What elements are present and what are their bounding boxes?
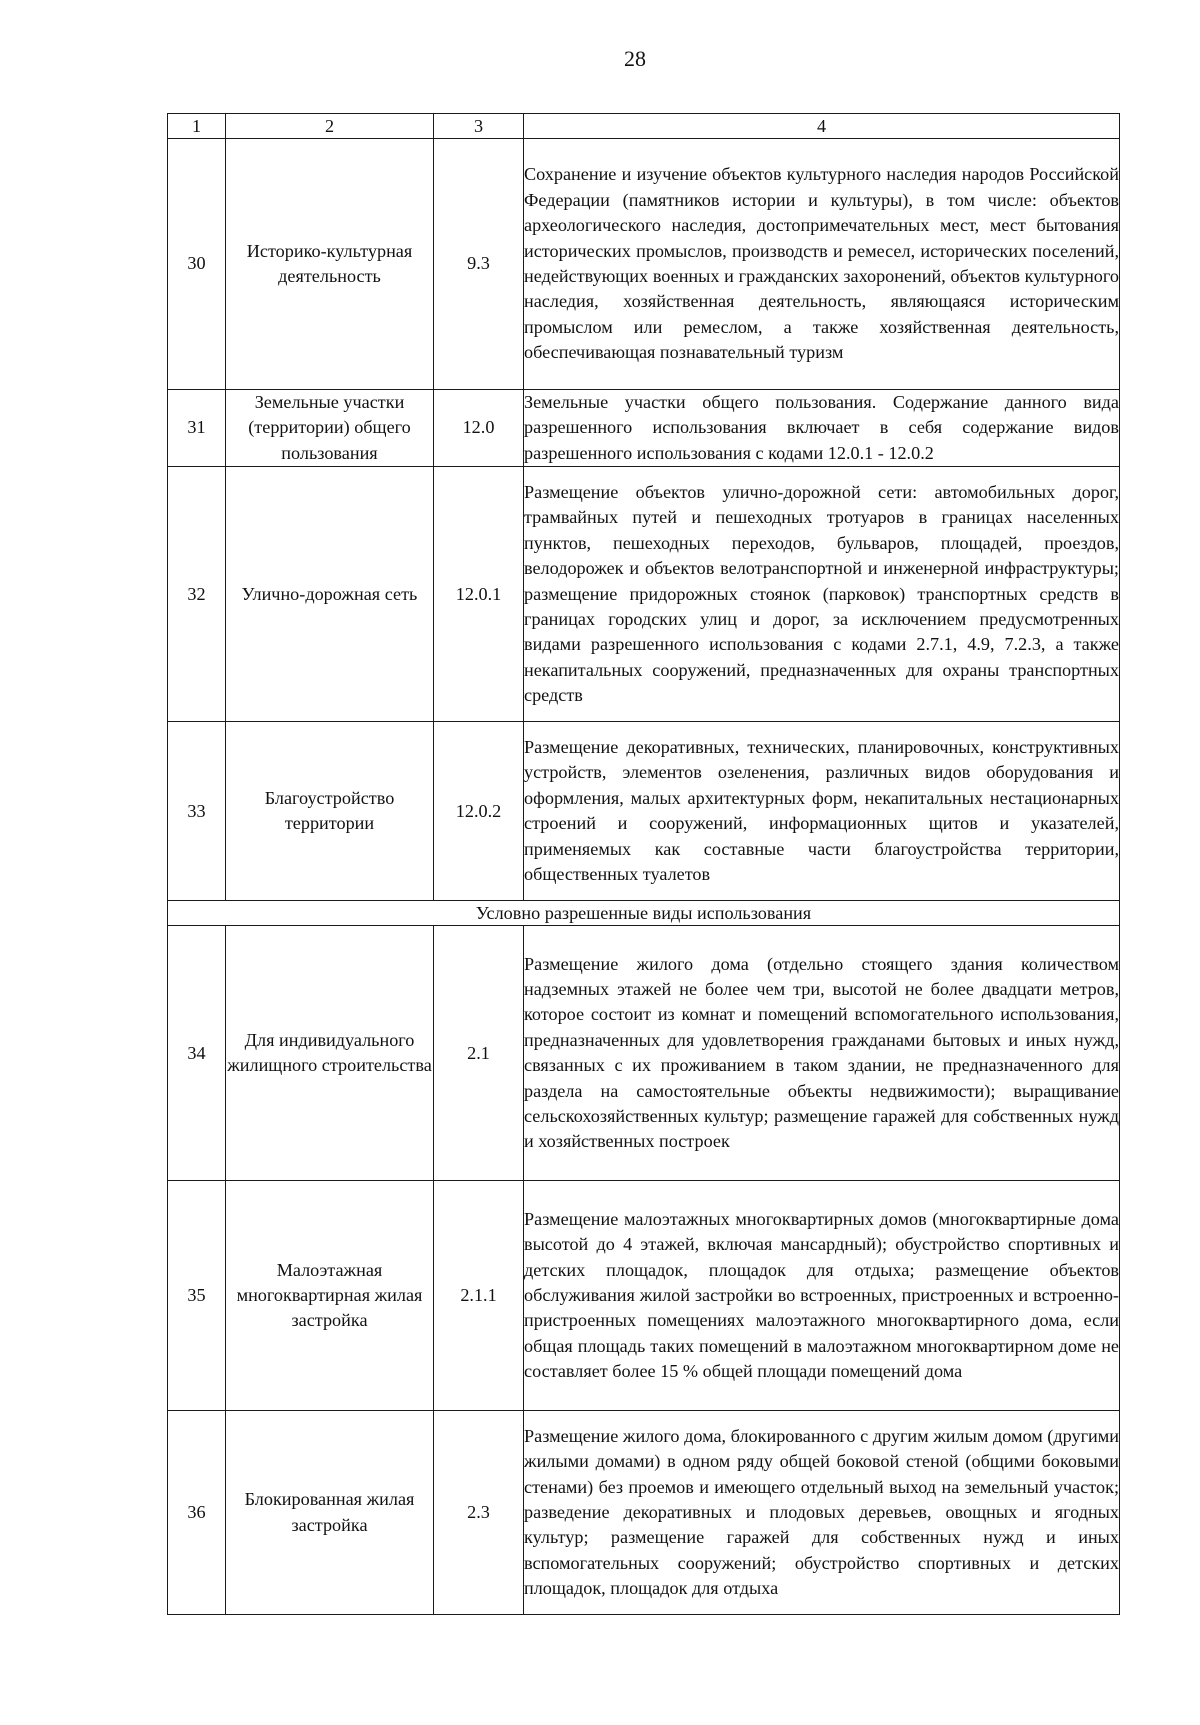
- use-type-name: Земельные участки (территории) общего пользования: [226, 390, 434, 467]
- section-title: Условно разрешенные виды использования: [168, 901, 1120, 926]
- use-type-name: Малоэтажная многоквартирная жилая застройка: [226, 1181, 434, 1411]
- table-header-row: [168, 114, 1120, 139]
- use-type-code: 12.0.2: [434, 722, 524, 901]
- row-number: 34: [168, 926, 226, 1181]
- use-type-description: Размещение малоэтажных многоквартирных домов (многоквартирные дома высотой до 4 этажей, включая мансардный); обустройство спортивных и детских площадок, площадок для отдыха; размещение объектов обслуживания жилой застройки во встроенных, пристроенных и встроенно-пристроенных помещениях малоэтажного многоквартирного дома, если общая площадь таких помещений в малоэтажном многоквартирном доме не составляет более 15 % общей площади помещений дома: [524, 1181, 1120, 1411]
- table-row: [168, 390, 1120, 467]
- use-type-description: Размещение объектов улично-дорожной сети: автомобильных дорог, трамвайных путей и пешеходных тротуаров в границах населенных пунктов, пешеходных переходов, бульваров, площадей, проездов, велодорожек и объектов велотранспортной и инженерной инфраструктуры; размещение придорожных стоянок (парковок) транспортных средств в границах городских улиц и дорог, за исключением предусмотренных видами разрешенного использования с кодами 2.7.1, 4.9, 7.2.3, а также некапитальных сооружений, предназначенных для охраны транспортных средств: [524, 467, 1120, 722]
- use-type-description: Сохранение и изучение объектов культурного наследия народов Российской Федерации (памятников истории и культуры), в том числе: объектов археологического наследия, достопримечательных мест, мест бытования исторических промыслов, производств и ремесел, исторических поселений, недействующих военных и гражданских захоронений, объектов культурного наследия, хозяйственная деятельность, являющаяся историческим промыслом или ремеслом, а также хозяйственная деятельность, обеспечивающая познавательный туризм: [524, 139, 1120, 390]
- row-number: 31: [168, 390, 226, 467]
- use-type-name: Историко-культурная деятельность: [226, 139, 434, 390]
- use-type-description: Размещение жилого дома, блокированного с другим жилым домом (другими жилыми домами) в одном ряду общей боковой стеной (общими боковыми стенами) без проемов и имеющего отдельный выход на земельный участок; разведение декоративных и плодовых деревьев, овощных и ягодных культур; размещение гаражей для собственных нужд и иных вспомогательных сооружений; обустройство спортивных и детских площадок, площадок для отдыха: [524, 1411, 1120, 1615]
- table-row: [168, 926, 1120, 1181]
- column-header: 1: [168, 114, 226, 139]
- use-type-name: Блокированная жилая застройка: [226, 1411, 434, 1615]
- table-row: [168, 139, 1120, 390]
- section-header-row: [168, 901, 1120, 926]
- use-type-code: 9.3: [434, 139, 524, 390]
- use-type-description: Земельные участки общего пользования. Содержание данного вида разрешенного использования включает в себя содержание видов разрешенного использования с кодами 12.0.1 - 12.0.2: [524, 390, 1120, 467]
- use-type-description: Размещение жилого дома (отдельно стоящего здания количеством надземных этажей не более чем три, высотой не более двадцати метров, которое состоит из комнат и помещений вспомогательного использования, предназначенных для удовлетворения гражданами бытовых и иных нужд, связанных с их проживанием в таком здании, не предназначенного для раздела на самостоятельные объекты недвижимости); выращивание сельскохозяйственных культур; размещение гаражей для собственных нужд и хозяйственных построек: [524, 926, 1120, 1181]
- use-type-code: 12.0.1: [434, 467, 524, 722]
- row-number: 30: [168, 139, 226, 390]
- use-type-code: 2.3: [434, 1411, 524, 1615]
- land-use-table: [167, 113, 1120, 1615]
- column-header: 4: [524, 114, 1120, 139]
- table-row: [168, 1181, 1120, 1411]
- use-type-name: Благоустройство территории: [226, 722, 434, 901]
- page-number: 28: [624, 46, 646, 71]
- row-number: 32: [168, 467, 226, 722]
- column-header: 2: [226, 114, 434, 139]
- use-type-name: Для индивидуального жилищного строительства: [226, 926, 434, 1181]
- use-type-code: 2.1.1: [434, 1181, 524, 1411]
- row-number: 33: [168, 722, 226, 901]
- row-number: 36: [168, 1411, 226, 1615]
- use-type-description: Размещение декоративных, технических, планировочных, конструктивных устройств, элементов озеленения, различных видов оборудования и оформления, малых архитектурных форм, некапитальных нестационарных строений и сооружений, информационных щитов и указателей, применяемых как составные части благоустройства территории, общественных туалетов: [524, 722, 1120, 901]
- row-number: 35: [168, 1181, 226, 1411]
- table-row: [168, 467, 1120, 722]
- use-type-code: 12.0: [434, 390, 524, 467]
- table-row: [168, 722, 1120, 901]
- use-type-code: 2.1: [434, 926, 524, 1181]
- column-header: 3: [434, 114, 524, 139]
- table-row: [168, 1411, 1120, 1615]
- use-type-name: Улично-дорожная сеть: [226, 467, 434, 722]
